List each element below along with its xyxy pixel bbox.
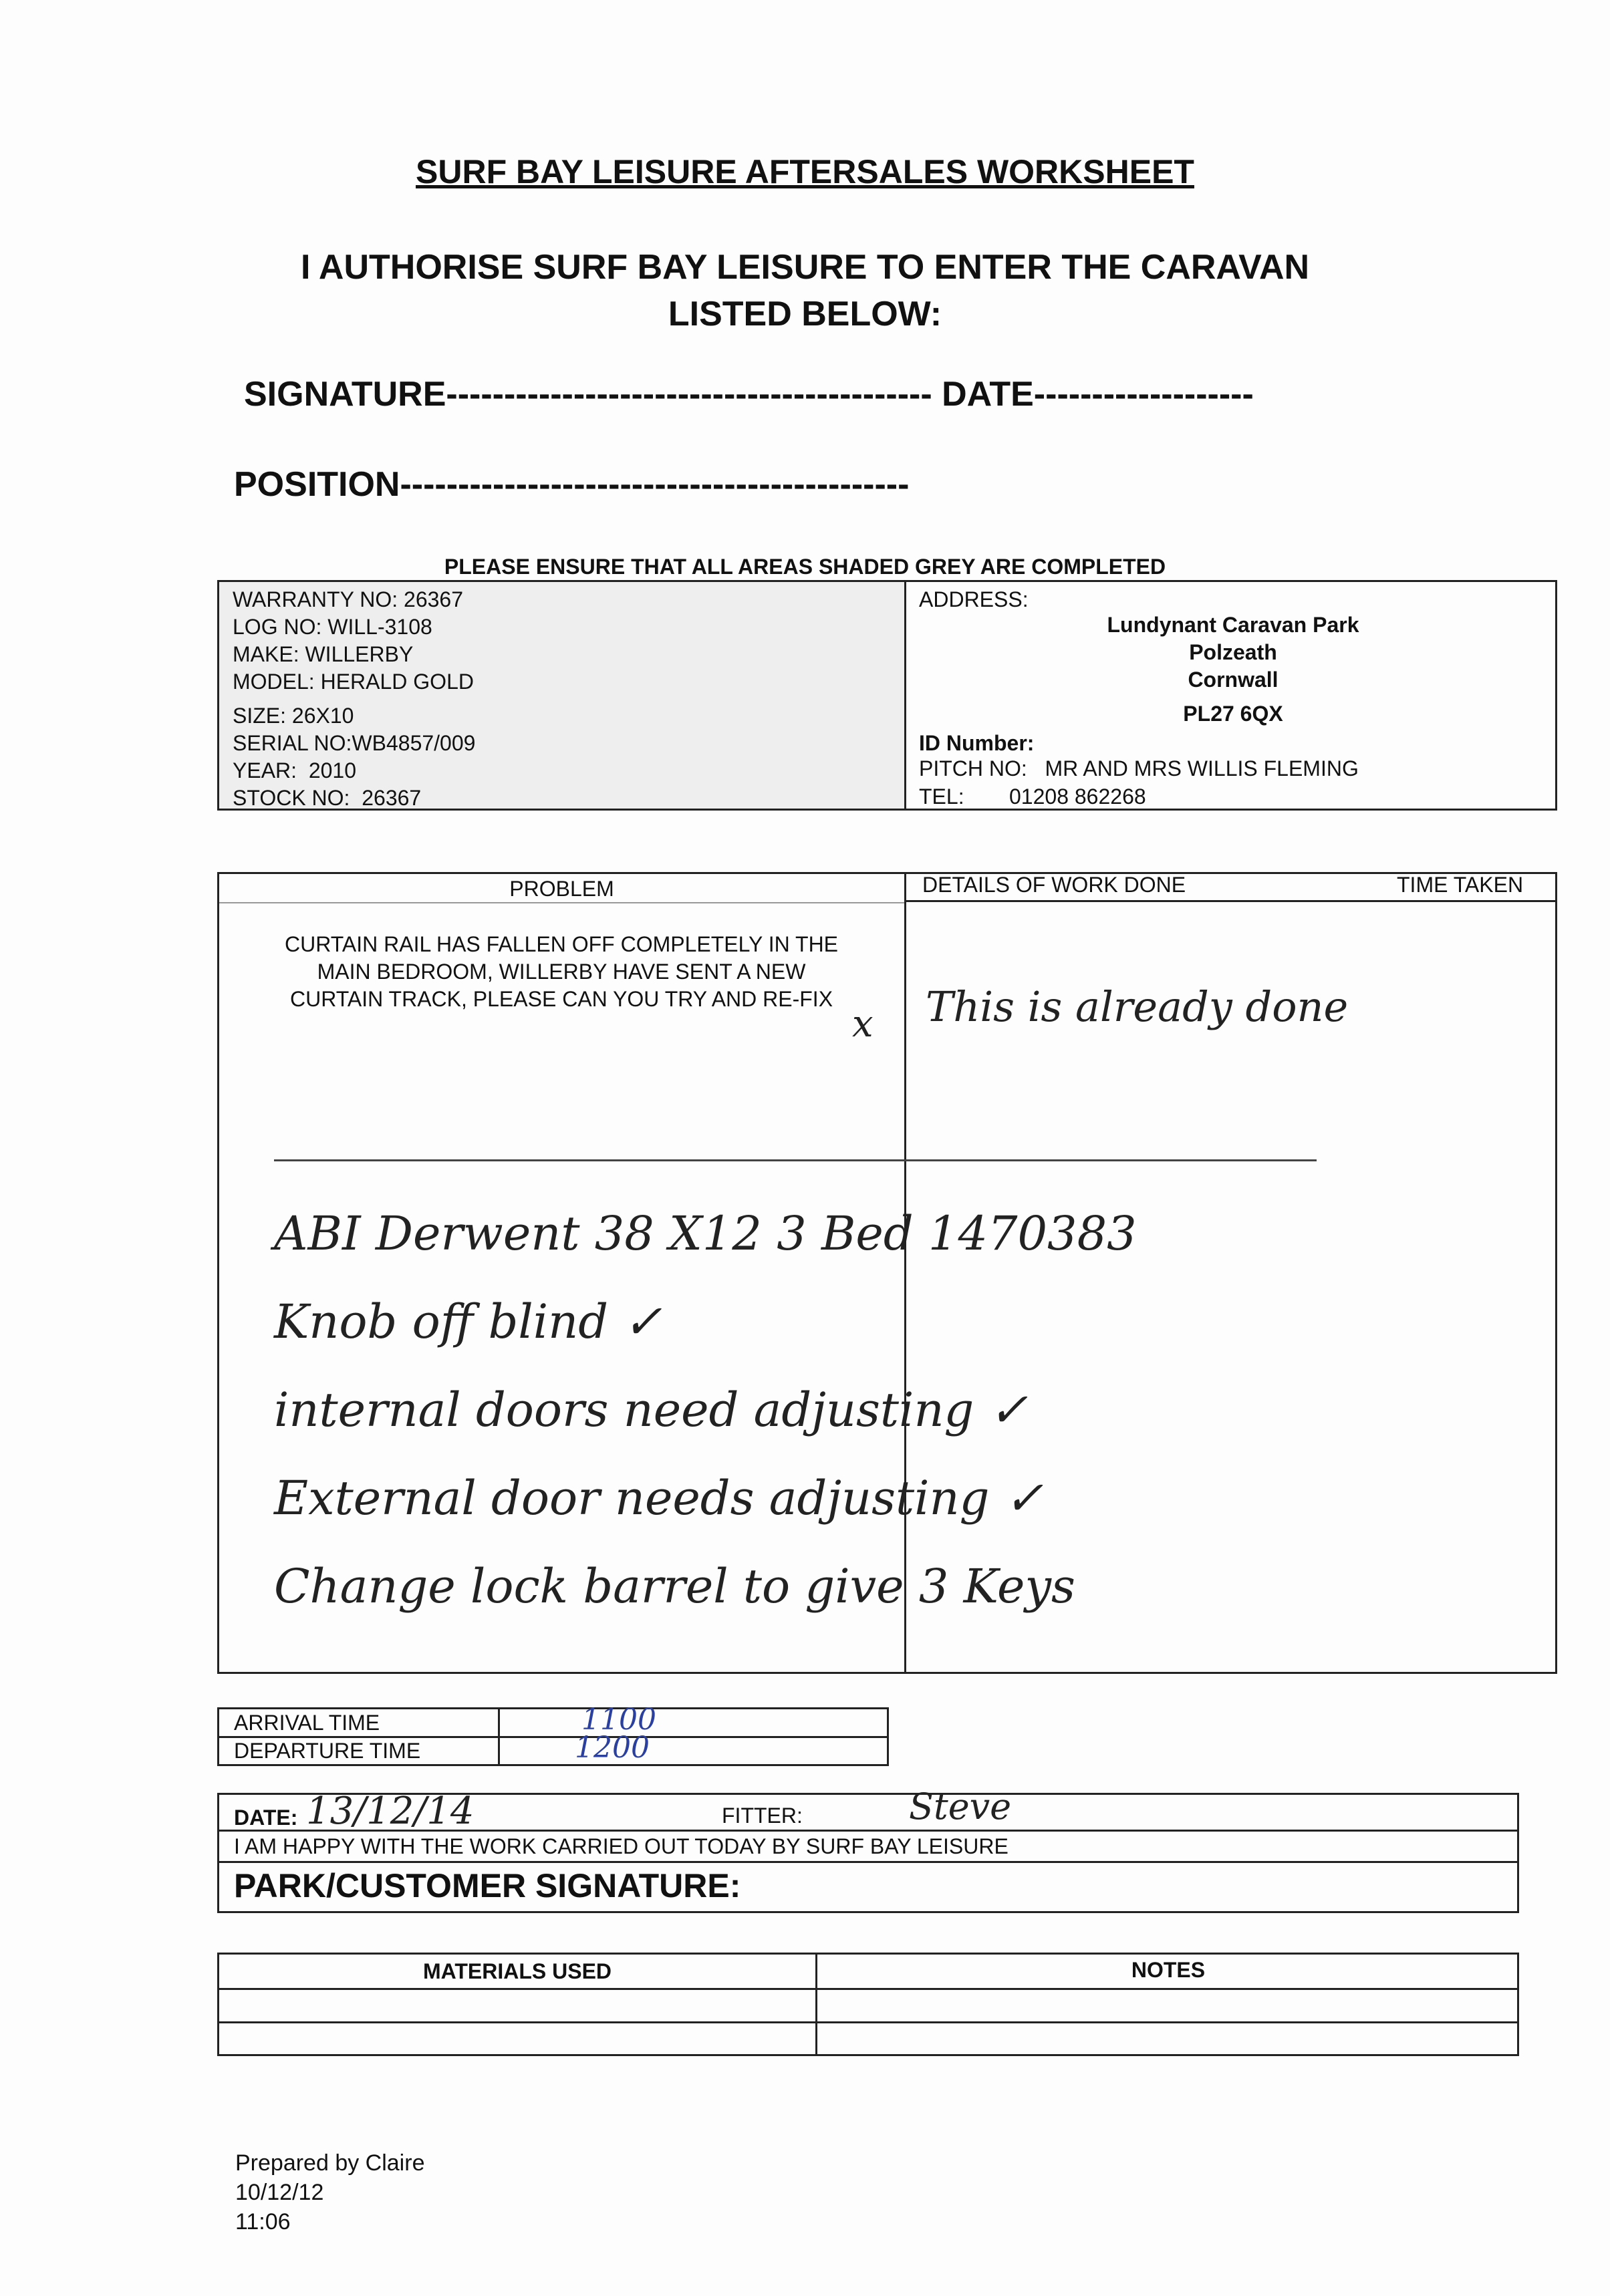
address-line-2: Polzeath <box>1189 640 1277 664</box>
notes-header: NOTES <box>1131 1958 1206 1982</box>
authorisation-statement: I AUTHORISE SURF BAY LEISURE TO ENTER THE CARAVAN LISTED BELOW: <box>300 248 1310 333</box>
address-label: ADDRESS: <box>919 587 1029 611</box>
shaded-areas-note: PLEASE ENSURE THAT ALL AREAS SHADED GREY ARE COMPLETED <box>444 555 1166 579</box>
fitter-label: FITTER: <box>722 1804 803 1828</box>
tel-value: 01208 862268 <box>1009 784 1146 809</box>
address-line-1: Lundynant Caravan Park <box>1107 613 1359 637</box>
serial-no: SERIAL NO:WB4857/009 <box>233 731 476 755</box>
hand-line-3: internal doors need adjusting ✓ <box>274 1383 1029 1437</box>
address-block <box>966 611 1500 728</box>
id-number-label: ID Number: <box>919 731 1035 755</box>
happy-statement: I AM HAPPY WITH THE WORK CARRIED OUT TODAY BY SURF BAY LEISURE <box>234 1834 1009 1858</box>
pitch-no: PITCH NO: MR AND MRS WILLIS FLEMING <box>919 756 1359 780</box>
address-postcode: PL27 6QX <box>1183 702 1283 726</box>
hand-line-4: External door needs adjusting ✓ <box>274 1471 1044 1526</box>
size: SIZE: 26X10 <box>233 704 354 728</box>
prepared-by: Prepared by Claire <box>235 2150 425 2176</box>
date-value: 13/12/14 <box>306 1789 475 1833</box>
arrival-time-value: 1100 <box>581 1703 656 1737</box>
departure-time-value: 1200 <box>575 1731 650 1765</box>
address-line-3: Cornwall <box>1188 668 1279 692</box>
stock-no: STOCK NO: 26367 <box>233 786 422 810</box>
hand-line-1: ABI Derwent 38 X12 3 Bed 1470383 <box>274 1206 1137 1261</box>
model: MODEL: HERALD GOLD <box>233 670 474 694</box>
position-line: POSITION-------------------------------------------- <box>234 465 910 504</box>
warranty-no: WARRANTY NO: 26367 <box>233 587 463 611</box>
x-mark: x <box>852 1002 874 1046</box>
worksheet-title: SURF BAY LEISURE AFTERSALES WORKSHEET <box>416 153 1194 190</box>
prepared-time: 11:06 <box>235 2209 291 2235</box>
details-header: DETAILS OF WORK DONE <box>922 873 1186 897</box>
prepared-by-footer <box>235 2148 424 2237</box>
hand-line-5: Change lock barrel to give 3 Keys <box>274 1559 1075 1614</box>
fitter-value: Steve <box>909 1785 1012 1828</box>
materials-used-header: MATERIALS USED <box>422 1959 612 1983</box>
problem-description: CURTAIN RAIL HAS FALLEN OFF COMPLETELY IN THE MAIN BEDROOM, WILLERBY HAVE SENT A NEW CURTAIN TRACK, PLEASE CAN YOU TRY AND RE-FIX <box>284 932 839 1011</box>
handwritten-notes <box>274 1189 1137 1630</box>
signature-date-line: SIGNATURE------------------------------------------ DATE------------------- <box>244 375 1254 414</box>
departure-time-label: DEPARTURE TIME <box>234 1739 421 1763</box>
hand-line-2: Knob off blind ✓ <box>274 1294 662 1349</box>
arrival-time-label: ARRIVAL TIME <box>234 1711 380 1735</box>
tel-label: TEL: <box>919 784 964 809</box>
prepared-date: 10/12/12 <box>235 2180 324 2205</box>
log-no: LOG NO: WILL-3108 <box>233 615 432 639</box>
make: MAKE: WILLERBY <box>233 642 414 666</box>
time-taken-header: TIME TAKEN <box>1397 873 1524 897</box>
problem-header: PROBLEM <box>509 877 614 901</box>
date-label: DATE: <box>234 1806 298 1830</box>
work-done-note: This is already done <box>926 982 1349 1031</box>
caravan-details <box>233 586 475 812</box>
customer-signature-label: PARK/CUSTOMER SIGNATURE: <box>234 1867 741 1904</box>
year: YEAR: 2010 <box>233 758 356 782</box>
